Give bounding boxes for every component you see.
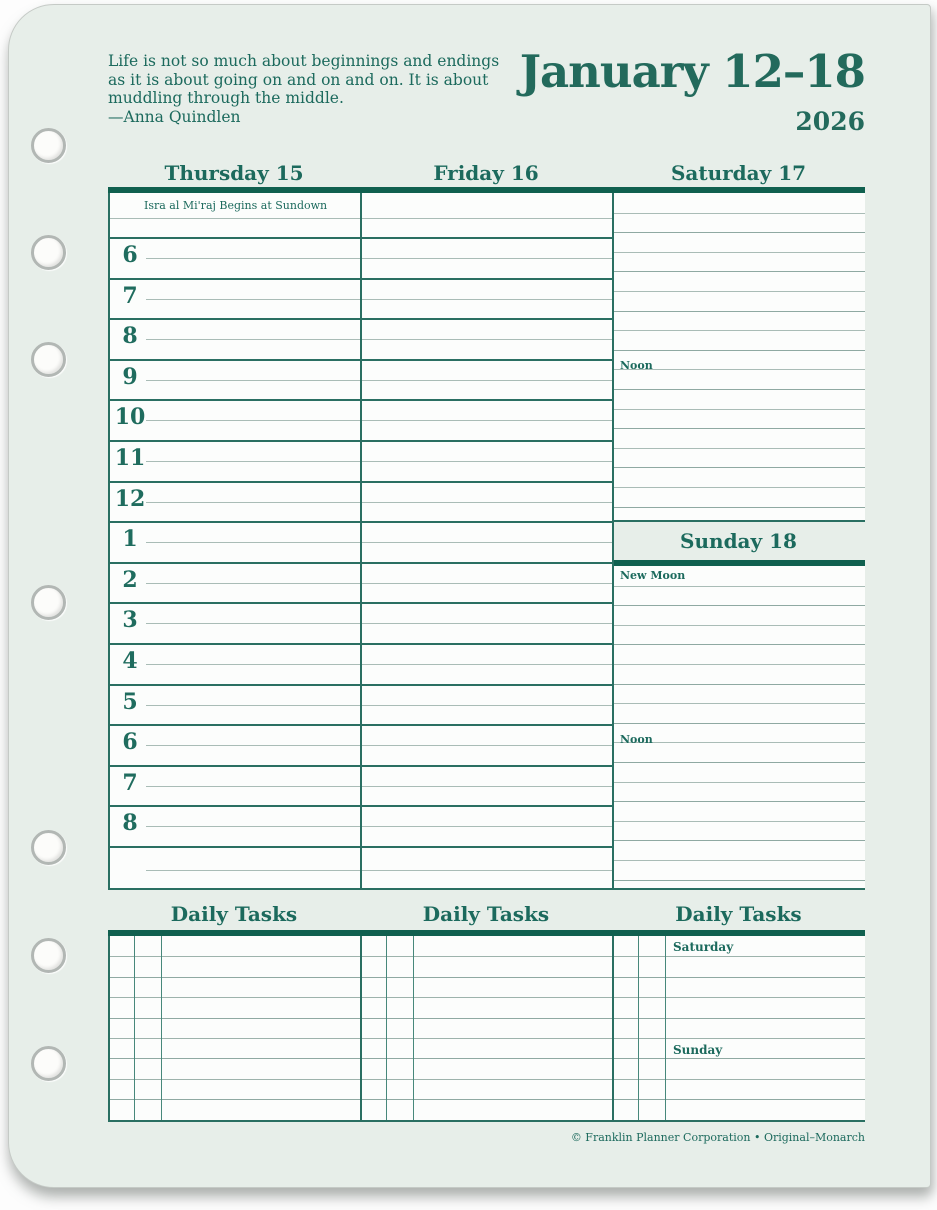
ruled-line: [612, 703, 865, 704]
hour-row: [108, 521, 360, 562]
ruled-line: [612, 467, 865, 468]
overflow-row: [360, 846, 612, 890]
half-hour-line: [146, 461, 360, 462]
thursday-friday-divider: [360, 193, 362, 890]
half-hour-line: [360, 705, 612, 706]
daily-tasks-header-1: Daily Tasks: [170, 902, 298, 926]
hour-label: 1: [122, 526, 138, 553]
ruled-line: [612, 291, 865, 292]
checkbox-column-line: [638, 936, 639, 1120]
sunday-noon-label: Noon: [620, 733, 653, 746]
ruled-line: [612, 821, 865, 822]
hour-label: 7: [122, 282, 138, 309]
half-hour-line: [360, 258, 612, 259]
half-hour-line: [146, 826, 360, 827]
hour-label: 9: [122, 363, 138, 390]
hour-row: [108, 481, 360, 522]
ruled-line: [108, 1079, 865, 1080]
half-hour-line: [146, 420, 360, 421]
hour-label: 6: [122, 242, 138, 268]
checkbox-column-line: [161, 936, 162, 1120]
ruled-line: [612, 684, 865, 685]
ruled-line: [612, 586, 865, 587]
half-hour-line: [146, 502, 360, 503]
hour-row: [360, 765, 612, 806]
hour-row: [360, 399, 612, 440]
quote-attribution: —Anna Quindlen: [108, 107, 241, 126]
hour-row: [360, 278, 612, 319]
half-hour-line: [146, 745, 360, 746]
thursday-column: [108, 193, 360, 890]
hour-row: [108, 399, 360, 440]
friday-saturday-divider: [612, 193, 614, 890]
ruled-line: [108, 997, 865, 998]
hour-row: [360, 318, 612, 359]
ruled-line: [612, 860, 865, 861]
ruled-line: [612, 762, 865, 763]
half-hour-line: [146, 380, 360, 381]
ruled-line: [612, 428, 865, 429]
half-hour-line: [360, 826, 612, 827]
day-header-saturday: Saturday 17: [670, 161, 807, 185]
saturday-noon-label: Noon: [620, 359, 653, 372]
tasks-saturday-label: Saturday: [673, 940, 734, 954]
ruled-line: [612, 605, 865, 606]
tasks-divider-1: [360, 936, 362, 1120]
checkbox-column-line: [413, 936, 414, 1120]
hour-row: [108, 278, 360, 319]
binder-hole: [31, 830, 66, 865]
hour-row: [108, 562, 360, 603]
hour-label: 5: [122, 688, 138, 715]
tasks-left-border: [108, 936, 110, 1120]
grid-left-border: [108, 193, 110, 890]
hour-row: [360, 237, 612, 278]
ruled-line: [612, 350, 865, 351]
daily-tasks-header-2: Daily Tasks: [422, 902, 550, 926]
new-moon-note: New Moon: [620, 569, 686, 582]
quote-text: Life is not so much about beginnings and endings as it is about going on and on and on. It is about muddling through the middle.: [108, 52, 500, 107]
half-hour-line: [360, 542, 612, 543]
ruled-line: [612, 625, 865, 626]
hour-row: [360, 521, 612, 562]
hour-row: [360, 481, 612, 522]
hour-row: [108, 602, 360, 643]
hour-row: [360, 359, 612, 400]
ruled-line: [612, 840, 865, 841]
saturday-sunday-column: [612, 193, 865, 890]
tasks-divider-2: [612, 936, 614, 1120]
weekly-schedule-grid: [108, 193, 865, 890]
ruled-line: [108, 1038, 865, 1039]
hour-row: [108, 684, 360, 725]
half-hour-line: [360, 583, 612, 584]
day-header-thursday: Thursday 15: [164, 161, 304, 185]
ruled-line: [612, 252, 865, 253]
half-hour-line: [360, 870, 612, 871]
hour-row: [108, 359, 360, 400]
tasks-sunday-label: Sunday: [673, 1043, 723, 1057]
day-header-sunday: Sunday 18: [612, 522, 865, 560]
hour-label: 8: [122, 323, 138, 350]
hour-label: 12: [114, 485, 146, 512]
ruled-line: [108, 977, 865, 978]
binder-hole: [31, 342, 66, 377]
half-hour-line: [146, 786, 360, 787]
half-hour-line: [360, 461, 612, 462]
ruled-line: [108, 1058, 865, 1059]
hour-row: [360, 805, 612, 846]
ruled-line: [612, 801, 865, 802]
half-hour-line: [146, 870, 360, 871]
ruled-line: [612, 448, 865, 449]
hour-label: 4: [122, 648, 138, 674]
half-hour-line: [146, 664, 360, 665]
hour-row: [108, 765, 360, 806]
hour-label: 8: [122, 810, 138, 837]
hour-row: [108, 237, 360, 278]
holiday-note: Isra al Mi'raj Begins at Sundown: [144, 199, 328, 212]
ruled-line: [612, 232, 865, 233]
binder-hole: [31, 585, 66, 620]
ruled-line: [612, 782, 865, 783]
half-hour-line: [108, 218, 360, 219]
week-title: January 12–18: [519, 45, 865, 98]
ruled-line: [108, 1018, 865, 1019]
half-hour-line: [360, 786, 612, 787]
ruled-line: [612, 330, 865, 331]
daily-tasks-header-3: Daily Tasks: [675, 902, 802, 926]
hour-label: 3: [122, 607, 138, 634]
tasks-bottom-border: [108, 1120, 865, 1122]
checkbox-column-line: [665, 936, 666, 1120]
hour-row: [108, 440, 360, 481]
half-hour-line: [146, 583, 360, 584]
binder-hole: [31, 235, 66, 270]
ruled-line: [612, 880, 865, 881]
checkbox-column-line: [386, 936, 387, 1120]
hour-row: [360, 724, 612, 765]
half-hour-line: [146, 258, 360, 259]
hour-row: [360, 562, 612, 603]
ruled-line: [612, 664, 865, 665]
ruled-line: [612, 507, 865, 508]
hour-row: [360, 643, 612, 684]
hour-label: 2: [122, 566, 138, 593]
hour-row: [360, 602, 612, 643]
holiday-note-cell: [108, 193, 360, 237]
checkbox-column-line: [134, 936, 135, 1120]
hour-row: [360, 684, 612, 725]
hour-row: [108, 643, 360, 684]
half-hour-line: [360, 420, 612, 421]
hour-label: 6: [122, 729, 138, 756]
binder-hole: [31, 1046, 66, 1081]
saturday-ruled-area: [612, 193, 865, 520]
daily-tasks-grid: [108, 936, 865, 1120]
hour-row: [108, 318, 360, 359]
ruled-line: [612, 389, 865, 390]
schedule-bottom-border: [108, 888, 865, 890]
ruled-line: [612, 311, 865, 312]
ruled-line: [612, 409, 865, 410]
year-label: 2026: [795, 107, 865, 136]
friday-column: [360, 193, 612, 890]
sunday-ruled-area: [612, 566, 865, 890]
hour-label: 10: [114, 404, 146, 431]
ruled-line: [612, 213, 865, 214]
ruled-line: [612, 644, 865, 645]
day-header-friday: Friday 16: [433, 161, 539, 185]
ruled-line: [612, 487, 865, 488]
hour-row: [108, 805, 360, 846]
half-hour-line: [360, 339, 612, 340]
half-hour-line: [146, 705, 360, 706]
hour-label: 11: [114, 445, 146, 471]
half-hour-line: [360, 380, 612, 381]
half-hour-line: [146, 339, 360, 340]
half-hour-line: [360, 502, 612, 503]
ruled-line: [612, 723, 865, 724]
half-hour-line: [146, 623, 360, 624]
half-hour-line: [360, 745, 612, 746]
ruled-line: [108, 956, 865, 957]
binder-hole: [31, 128, 66, 163]
half-hour-line: [360, 218, 612, 219]
ruled-line: [612, 271, 865, 272]
half-hour-line: [360, 664, 612, 665]
overflow-row: [108, 846, 360, 890]
note-cell: [360, 193, 612, 237]
task-rows-area: [108, 936, 865, 1120]
hour-row: [360, 440, 612, 481]
hour-label: 7: [122, 769, 138, 796]
hour-row: [108, 724, 360, 765]
half-hour-line: [146, 299, 360, 300]
ruled-line: [108, 1099, 865, 1100]
binder-hole: [31, 938, 66, 973]
half-hour-line: [146, 542, 360, 543]
half-hour-line: [360, 299, 612, 300]
copyright-line: © Franklin Planner Corporation • Original–Monarch: [570, 1131, 865, 1144]
half-hour-line: [360, 623, 612, 624]
